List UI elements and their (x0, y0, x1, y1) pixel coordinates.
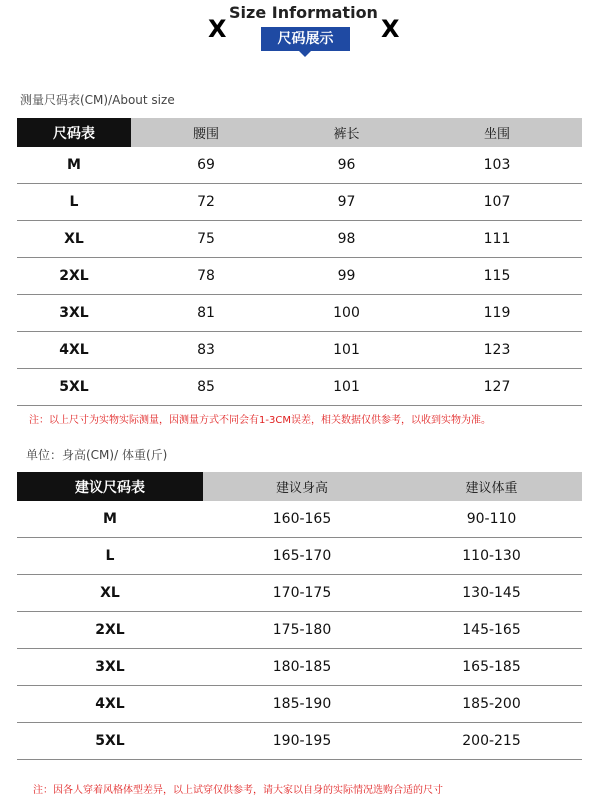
recommend-value-cell: 185-200 (462, 696, 521, 712)
measure-size-cell: XL (64, 231, 84, 247)
recommend-value-cell: 145-165 (462, 622, 521, 638)
recommend-size-cell: L (105, 548, 115, 564)
measure-row (17, 332, 582, 369)
recommend-value-cell: 170-175 (272, 585, 332, 601)
recommend-table-header (17, 472, 582, 501)
recommend-value-cell: 90-110 (466, 511, 517, 527)
badge-pointer (299, 51, 311, 57)
recommend-row (17, 723, 582, 760)
measure-size-cell: 2XL (59, 268, 89, 284)
recommend-value-cell: 185-190 (272, 696, 332, 712)
recommend-size-cell: 4XL (95, 696, 125, 712)
measure-value-cell: 119 (483, 305, 511, 321)
decorative-x-right: X (381, 15, 400, 43)
measure-table (17, 118, 582, 406)
measure-row (17, 147, 582, 184)
measure-value-cell: 75 (197, 231, 215, 247)
recommend-caption: 单位：身高(CM)/ 体重(斤) (26, 448, 168, 462)
recommend-value-cell: 200-215 (462, 733, 521, 749)
measure-header-size: 尺码表 (17, 118, 131, 147)
measure-row (17, 221, 582, 258)
measure-value-cell: 99 (337, 268, 356, 284)
measure-header-hip: 坐围 (483, 127, 510, 142)
recommend-value-cell: 180-185 (272, 659, 332, 675)
measure-size-cell: 5XL (59, 379, 89, 395)
measure-value-cell: 101 (333, 342, 360, 358)
measure-value-cell: 101 (333, 379, 360, 395)
recommend-value-cell: 165-170 (272, 548, 332, 564)
measure-value-cell: 78 (197, 268, 215, 284)
decorative-x-left: X (208, 15, 227, 43)
measure-value-cell: 115 (483, 268, 511, 284)
recommend-header-weight: 建议体重 (465, 481, 518, 496)
recommend-header-size: 建议尺码表 (17, 472, 203, 501)
recommend-table (17, 472, 582, 760)
recommend-size-cell: 3XL (95, 659, 125, 675)
measure-value-cell: 98 (337, 231, 356, 247)
recommend-row (17, 612, 582, 649)
recommend-value-cell: 130-145 (462, 585, 521, 601)
recommend-row (17, 649, 582, 686)
recommend-table-body (17, 501, 582, 760)
recommend-row (17, 538, 582, 575)
measure-header-waist: 腰围 (192, 127, 219, 142)
recommend-value-cell: 110-130 (462, 548, 521, 564)
measure-row (17, 258, 582, 295)
measure-value-cell: 97 (337, 194, 356, 210)
measure-value-cell: 103 (483, 157, 511, 173)
recommend-size-cell: XL (100, 585, 120, 601)
measure-value-cell: 100 (333, 305, 360, 321)
measure-table-header (17, 118, 582, 147)
recommend-value-cell: 160-165 (272, 511, 332, 527)
measure-value-cell: 81 (197, 305, 215, 321)
measure-size-cell: 4XL (59, 342, 89, 358)
measure-value-cell: 127 (483, 379, 511, 395)
measure-header-length: 裤长 (333, 127, 360, 142)
recommend-size-cell: 5XL (95, 733, 125, 749)
recommend-value-cell: 190-195 (272, 733, 332, 749)
measure-note: 注：以上尺寸为实物实际测量，因测量方式不同会有1-3CM误差，相关数据仅供参考，以收到实物为准。 (29, 415, 491, 426)
measure-value-cell: 107 (483, 194, 511, 210)
recommend-note: 注：因各人穿着风格体型差异，以上试穿仅供参考，请大家以自身的实际情况选购合适的尺寸 (33, 785, 443, 796)
measure-row (17, 184, 582, 221)
measure-size-cell: L (69, 194, 79, 210)
recommend-row (17, 686, 582, 723)
measure-row (17, 295, 582, 332)
measure-table-body (17, 147, 582, 406)
measure-row (17, 369, 582, 406)
recommend-row (17, 501, 582, 538)
measure-size-cell: 3XL (59, 305, 89, 321)
measure-caption: 测量尺码表(CM)/About size (20, 93, 175, 107)
measure-size-cell: M (67, 157, 81, 173)
measure-value-cell: 111 (483, 231, 511, 247)
recommend-header-height: 建议身高 (275, 481, 328, 496)
recommend-size-cell: 2XL (95, 622, 125, 638)
measure-value-cell: 69 (197, 157, 215, 173)
recommend-row (17, 575, 582, 612)
recommend-value-cell: 175-180 (272, 622, 332, 638)
measure-value-cell: 83 (197, 342, 215, 358)
title-chinese-badge: 尺码展示 (261, 27, 350, 51)
measure-value-cell: 72 (197, 194, 215, 210)
measure-value-cell: 96 (337, 157, 356, 173)
measure-value-cell: 123 (483, 342, 511, 358)
recommend-value-cell: 165-185 (462, 659, 521, 675)
recommend-size-cell: M (103, 511, 117, 527)
measure-value-cell: 85 (197, 379, 215, 395)
title-english: Size Information (229, 3, 378, 22)
